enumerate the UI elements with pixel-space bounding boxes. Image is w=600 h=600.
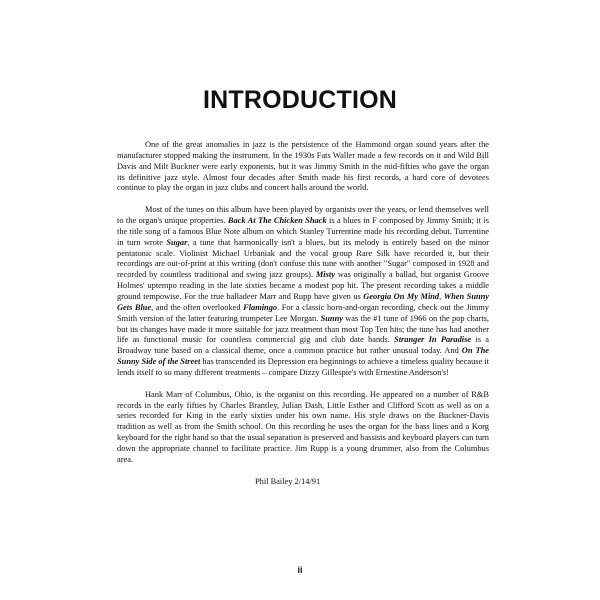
text-run: was originally a ballad, but organist Groove Holmes' uptempo reading in the late sixties became a modest pop hit. The present recording takes a middle ground tempowise. For the true balladeer Marr and Rupp have given us	[117, 270, 489, 301]
page-title: INTRODUCTION	[202, 86, 398, 114]
text-run: . For a classic horn-and-organ recording, check out the Jimmy Smith version of the latter featuring trumpeter Lee Morgan.	[117, 302, 489, 323]
song-title: When Sunny Gets Blue	[117, 291, 490, 312]
text-run: has transcended its Depression era beginnings to achieve a timeless quality because it lends itself to so many different treatments – compare Dizzy Gillespie's with Ernestine Anderson's!	[117, 357, 490, 377]
text-run: is a Broadway tune based on a classical theme, once a common practice but rather unusual today. And	[117, 335, 489, 356]
song-title: Misty	[315, 270, 335, 280]
signature: Phil Bailey 2/14/91	[255, 476, 321, 486]
page-number: ii	[297, 565, 303, 575]
song-title: Flamingo	[243, 302, 278, 312]
paragraph	[117, 140, 489, 194]
text-run: was the #1 tune of 1966 on the pop charts, but its changes have made it more suitable for jazz treatment than most Top Ten hits; the tune has had another life as functional music for countless commercial gig and club date bands.	[117, 313, 489, 345]
text-run: is a blues in F composed by Jimmy Smith; it is the title song of a famous Blue Note album on which Stanley Turrentine made his recording debut. Turrentine in turn wrote	[117, 216, 490, 247]
text-run: ,	[439, 291, 444, 301]
song-title: Sugar	[166, 237, 188, 247]
text-run: , a tune that harmonically isn't a blues, but its melody is entirely based on the minor pentatonic scale. Violinist Michael Urbaniak and the vocal group Rare Silk have recorded it, but their recordings are out-of-print at this writing (don't confuse this tune with another "Sugar" composed in 1928 and recorded by countless traditional and swing jazz groups).	[117, 237, 489, 280]
text-run: , and the often overlooked	[151, 302, 244, 312]
text-run: Most of the tunes on this album have been played by organists over the years, or lend themselves well to the organ's unique properties.	[117, 205, 489, 226]
text-run: Hank Marr of Columbus, Ohio, is the organist on this recording. He appeared on a number of R&B records in the early fifties by Charles Brantley, Julian Dash, Little Esther and Clifford Scott as well as on a series recorded for King in the early sixties under his own name. His style draws on the Buckner-Davis tradition as well as from the Smith school. On this recording he uses the organ for the bass lines and a Korg keyboard for the right hand so that the usual separation is preserved and bassists and keyboard players can turn down the appropriate channel to facilitate practice. Jim Rupp is a young drummer, also from the Columbus area.	[117, 389, 489, 464]
paragraph-container	[117, 140, 489, 466]
paragraph	[117, 205, 489, 379]
text-run: One of the great anomalies in jazz is the persistence of the Hammond organ sound years after the manufacturer stopped making the instrument. In the 1930s Fats Waller made a few records on it and Wild Bill Davis and Milt Buckner were early exponents, but it was Jimmy Smith in the mid-fifties who gave the organ its definitive jazz style. Almost four decades after Smith made his first records, a hard core of devotees continue to play the organ in jazz clubs and concert halls around the world.	[117, 140, 489, 193]
song-title: Sunny	[320, 313, 343, 323]
paragraph	[117, 390, 489, 466]
song-title: Stranger In Paradise	[394, 335, 472, 345]
song-title: On The Sunny Side of the Street	[117, 346, 489, 367]
song-title: Back At The Chicken Shack	[227, 216, 327, 226]
song-title: Georgia On My Mind	[363, 291, 440, 301]
body-text	[117, 140, 489, 487]
